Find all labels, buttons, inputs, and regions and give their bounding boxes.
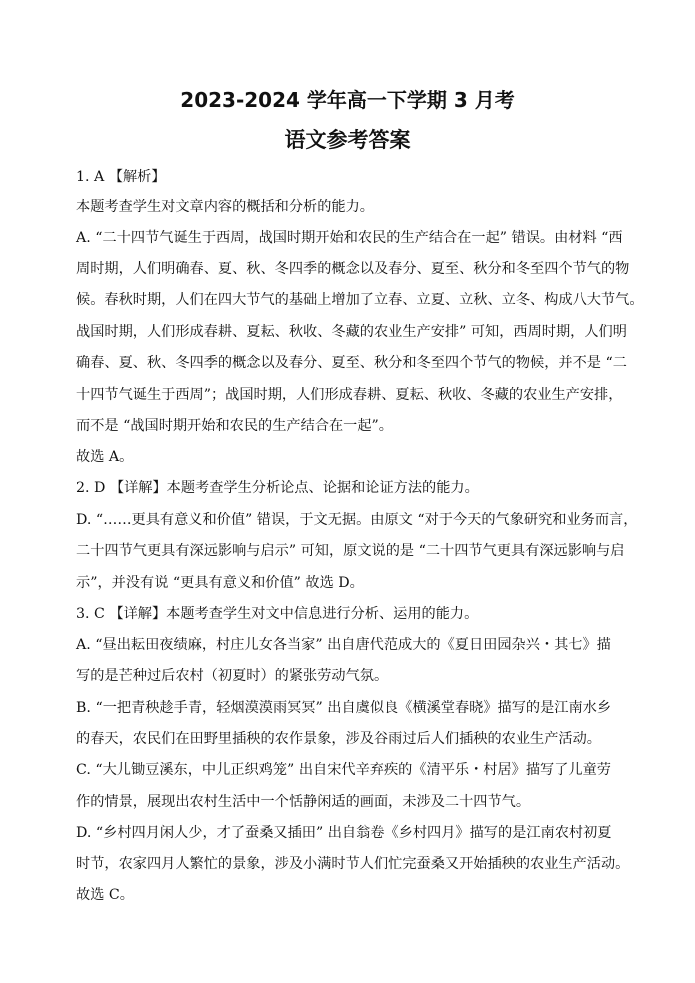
text-line: C. “大儿锄豆溪东，中儿正织鸡笼” 出自宋代辛弃疾的《清平乐・村居》描写了儿童劳	[76, 762, 611, 778]
text-line: 而不是 “战国时期开始和农民的生产结合在一起”。	[76, 418, 393, 434]
text-line: 故选 C。	[76, 887, 134, 903]
text-line: 战国时期，人们形成春耕、夏耘、秋收、冬藏的农业生产安排” 可知，西周时期，人们明	[76, 324, 627, 340]
text-line: 二十四节气更具有深远影响与启示” 可知，原文说的是 “二十四节气更具有深远影响与启	[76, 543, 625, 559]
text-line: B. “一把青秧趁手青，轻烟漠漠雨冥冥” 出自虞似良《横溪堂春晓》描写的是江南水乡	[76, 700, 612, 716]
text-line: 作的情景，展现出农村生活中一个恬静闲适的画面，未涉及二十四节气。	[76, 794, 531, 810]
text-line: 故选 A。	[76, 449, 134, 465]
text-line: 本题考查学生对文章内容的概括和分析的能力。	[76, 199, 374, 215]
text-line: 2. D 【详解】本题考查学生分析论点、论据和论证方法的能力。	[76, 480, 479, 496]
page-title: 2023-2024 学年高一下学期 3 月考	[180, 88, 515, 112]
text-line: A. “昼出耘田夜绩麻，村庄儿女各当家” 出自唐代范成大的《夏日田园杂兴・其七》描	[76, 637, 611, 653]
text-line: 示”，并没有说 “更具有意义和价值” 故选 D。	[76, 575, 364, 591]
text-line: 写的是芒种过后农村（初夏时）的紧张劳动气氛。	[76, 668, 389, 684]
text-line: 时节，农家四月人繁忙的景象，涉及小满时节人们忙完蚕桑又开始插秧的农业生产活动。	[76, 856, 630, 872]
text-line: 1. A 【解析】	[76, 169, 166, 185]
text-line: 周时期，人们明确春、夏、秋、冬四季的概念以及春分、夏至、秋分和冬至四个节气的物	[76, 261, 630, 277]
text-line: 的春天，农民们在田野里插秧的农作景象，涉及谷雨过后人们插秧的农业生产活动。	[76, 731, 601, 747]
text-line: 确春、夏、秋、冬四季的概念以及春分、夏至、秋分和冬至四个节气的物候，并不是 “二	[76, 355, 627, 371]
text-line: D. “……更具有意义和价值” 错误，于文无据。由原文 “对于今天的气象研究和业务而言，	[76, 512, 638, 528]
text-line: A. “二十四节气诞生于西周，战国时期开始和农民的生产结合在一起” 错误。由材料 “西	[76, 230, 623, 246]
text-line: D. “乡村四月闲人少，才了蚕桑又插田” 出自翁卷《乡村四月》描写的是江南农村初夏	[76, 825, 612, 841]
page-subtitle: 语文参考答案	[284, 128, 411, 152]
text-line: 十四节气诞生于西周”；战国时期，人们形成春耕、夏耘、秋收、冬藏的农业生产安排，	[76, 387, 623, 403]
text-line: 候。春秋时期，人们在四大节气的基础上增加了立春、立夏、立秋、立冬、构成八大节气。	[76, 292, 644, 308]
text-line: 3. C 【详解】本题考查学生对文中信息进行分析、运用的能力。	[76, 606, 479, 622]
